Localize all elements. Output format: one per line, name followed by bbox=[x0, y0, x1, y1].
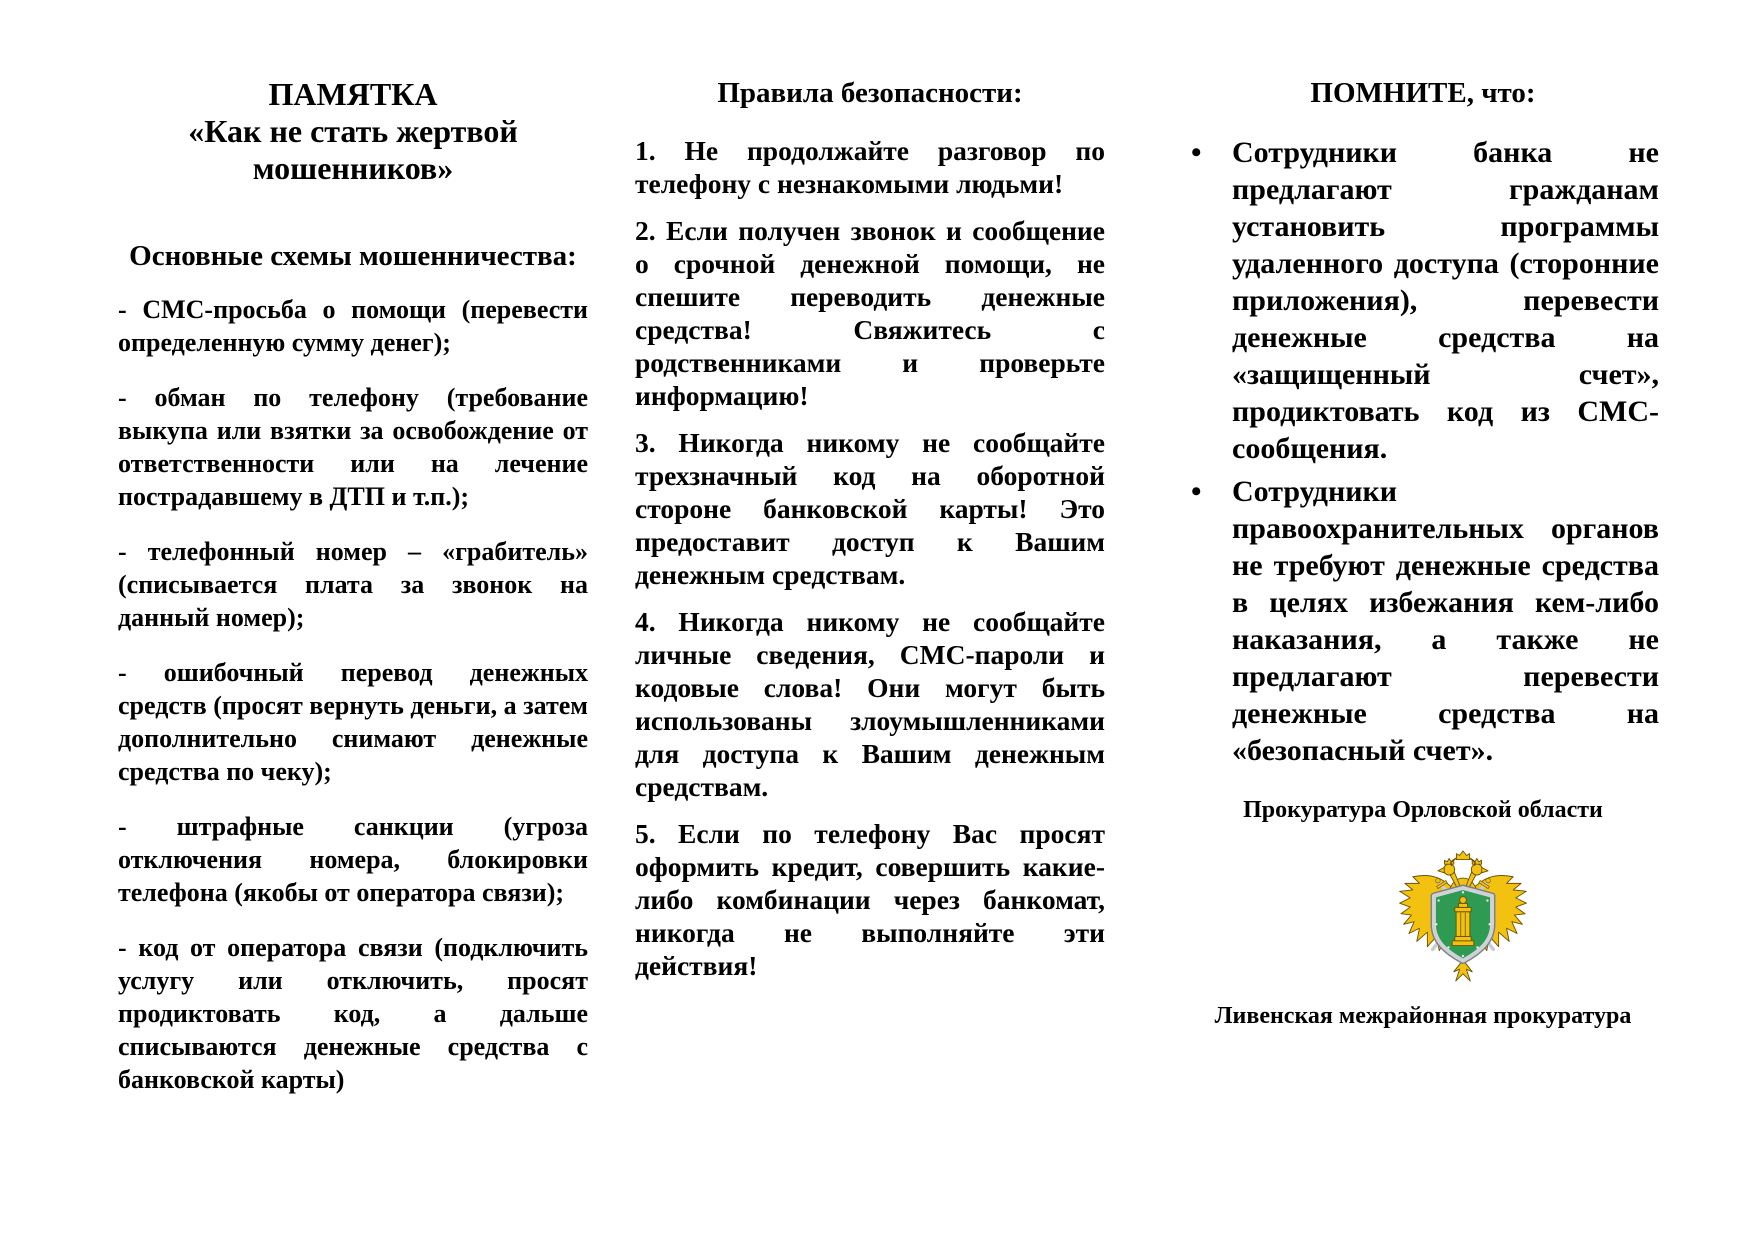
page-title bbox=[118, 76, 588, 187]
list-item bbox=[1187, 473, 1659, 769]
issuing-office: Ливенская межрайонная прокуратура bbox=[1214, 1003, 1632, 1029]
rule-paragraph: 3. Никогда никому не сообщайте трехзначный код на оборотной стороне банковской карты! Это предоставит доступ к Вашим денежным средствам. bbox=[635, 427, 1105, 590]
eagle-right-head bbox=[1471, 864, 1482, 875]
rule-paragraph: 4. Никогда никому не сообщайте личные сведения, СМС-пароли и кодовые слова! Они могут быть использованы злоумышленниками для доступа к Вашим денежным средствам. bbox=[635, 606, 1105, 802]
left-column bbox=[118, 76, 588, 1096]
issuing-authority: Прокуратура Орловской области bbox=[1243, 797, 1603, 823]
scheme-paragraph: - СМС-просьба о помощи (перевести определенную сумму денег); bbox=[118, 295, 588, 357]
list-item bbox=[1187, 134, 1659, 467]
rule-paragraph: 1. Не продолжайте разговор по телефону с незнакомыми людьми! bbox=[635, 135, 1105, 199]
remember-bullet-text: Сотрудники банка не предлагают гражданам установить программы удаленного доступа (сторонние приложения), перевести денежные средства на «защищенный счет», продиктовать код из СМС-сообщения. bbox=[1232, 136, 1659, 465]
scheme-paragraph: - обман по телефону (требование выкупа или взятки за освобождение от ответственности или на лечение пострадавшему в ДТП и т.п.); bbox=[118, 383, 588, 511]
eagle-left-head bbox=[1444, 864, 1455, 875]
scheme-paragraph: - код от оператора связи (подключить услугу или отключить, просят продиктовать код, а дальше списываются денежные средства с банковской карты) bbox=[118, 933, 588, 1094]
prosecutor-emblem bbox=[1397, 849, 1529, 989]
rule-paragraph: 2. Если получен звонок и сообщение о срочной денежной помощи, не спешите переводить денежные средства! Свяжитесь с родственниками и проверьте информацию! bbox=[635, 215, 1105, 411]
schemes-heading: Основные схемы мошенничества: bbox=[129, 240, 577, 272]
remember-heading: ПОМНИТЕ, что: bbox=[1310, 77, 1536, 109]
scheme-paragraph: - ошибочный перевод денежных средств (просят вернуть деньги, а затем дополнительно снимают денежные средства по чеку); bbox=[118, 658, 588, 786]
eagle-left-beak bbox=[1438, 868, 1444, 873]
sword-pommel bbox=[1486, 878, 1490, 882]
eagle-right-beak bbox=[1482, 868, 1488, 873]
remember-list bbox=[1187, 134, 1659, 769]
rule-paragraph: 5. Если по телефону Вас просят оформить кредит, совершить какие-либо комбинации через банкомат, никогда не выполняйте эти действия! bbox=[635, 818, 1105, 981]
title-line-1: ПАМЯТКА bbox=[268, 76, 438, 112]
bullet-icon: • bbox=[1191, 475, 1202, 508]
safety-rules-heading: Правила безопасности: bbox=[717, 77, 1023, 109]
central-crown bbox=[1456, 851, 1469, 860]
title-line-2: «Как не стать жертвой мошенников» bbox=[188, 113, 518, 186]
middle-column bbox=[635, 76, 1105, 982]
remember-bullet-text: Сотрудники правоохранительных органов не требуют денежные средства в целях избежания кем-либо наказания, а также не предлагают перевести денежные средства на «безопасный счет». bbox=[1232, 475, 1659, 767]
sword-pommel bbox=[1436, 878, 1440, 882]
scheme-paragraph: - штрафные санкции (угроза отключения номера, блокировки телефона (якобы от оператора связи); bbox=[118, 812, 588, 907]
scheme-paragraph: - телефонный номер – «грабитель» (списывается плата за звонок на данный номер); bbox=[118, 537, 588, 632]
bullet-icon: • bbox=[1191, 136, 1202, 169]
right-column bbox=[1187, 76, 1659, 1031]
prosecutor-emblem-icon bbox=[1397, 849, 1529, 989]
